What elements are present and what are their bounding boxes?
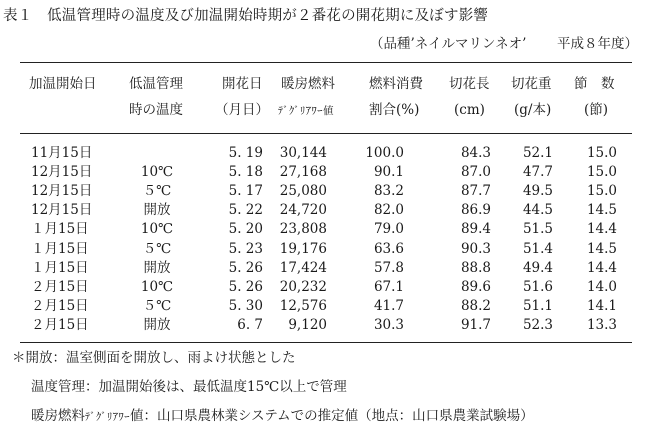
cell-temp: ５℃ [142,240,172,257]
header-length-line1: 切花長 [449,76,490,92]
cell-start: １月15日 [31,240,89,257]
cell-start: 12月15日 [31,164,93,181]
cell-fuel: 41.7 [373,297,404,314]
cell-nodes: 14.0 [586,278,617,295]
cell-fuel: 100.0 [365,145,404,161]
header-temp-line1: 低温管理 [129,76,183,92]
cell-weight: 51.1 [522,297,553,314]
cell-start: 11月15日 [31,145,93,161]
cell-weight: 44.5 [522,202,553,219]
header-temp-line2: 時の温度 [129,102,183,118]
cell-length: 86.9 [460,202,491,219]
cell-nodes: 14.5 [586,240,617,257]
cell-bloom: 5. 26 [228,259,263,276]
cell-bloom: 6. 7 [237,316,263,333]
note-degree-prefix: 暖房燃料 [31,408,85,424]
header-length-line2: (cm) [454,102,485,118]
cell-start: 12月15日 [31,183,93,200]
cell-weight: 52.1 [522,145,553,161]
cell-nodes: 15.0 [586,145,617,161]
cell-length: 90.3 [460,240,491,257]
cell-length: 91.7 [460,316,491,333]
cell-bloom: 5. 17 [228,183,263,200]
cell-degree: 12,576 [279,297,327,314]
header-start-date: 加温開始日 [29,76,97,92]
cell-start: ２月15日 [31,316,89,333]
cell-degree: 24,720 [279,202,327,219]
header-nodes-line1: 節 数 [574,76,615,92]
subtitle-variety: （品種’ネイルマリンネオ’ [370,36,527,52]
cell-length: 88.2 [460,297,491,314]
cell-weight: 47.7 [522,164,553,181]
cell-temp: ５℃ [142,297,172,314]
header-nodes-line2: (節) [584,102,609,118]
cell-degree: 20,232 [279,278,327,295]
table-top-rule [20,62,632,63]
cell-temp: 10℃ [140,164,174,181]
cell-degree: 19,176 [279,240,327,257]
table-title: 表１ 低温管理時の温度及び加温開始時期が２番花の開花期に及ぼす影響 [3,8,489,24]
table-header-rule [20,133,632,134]
cell-length: 84.3 [460,145,491,161]
cell-start: ２月15日 [31,297,89,314]
cell-bloom: 5. 23 [228,240,263,257]
cell-degree: 9,120 [288,316,327,333]
header-bloom-line2: （月日） [215,102,269,118]
cell-fuel: 30.3 [373,316,404,333]
cell-length: 89.6 [460,278,491,295]
cell-bloom: 5. 30 [228,297,263,314]
cell-temp: 10℃ [140,221,174,238]
cell-fuel: 57.8 [373,259,404,276]
cell-length: 88.8 [460,259,491,276]
cell-weight: 49.5 [522,183,553,200]
cell-fuel: 79.0 [373,221,404,238]
cell-start: １月15日 [31,259,89,276]
header-weight-line1: 切花重 [511,76,552,92]
cell-start: １月15日 [31,221,89,238]
header-fuel-line1: 燃料消費 [369,76,423,92]
table-subtitle [370,38,638,52]
header-degree-line2: ﾃﾞｸﾞﾘｱﾜｰ値 [278,105,334,117]
cell-temp: 開放 [143,316,171,333]
cell-degree: 27,168 [279,164,327,181]
cell-fuel: 67.1 [373,278,404,295]
cell-bloom: 5. 20 [228,221,263,238]
header-bloom-line1: 開花日 [222,76,263,92]
cell-degree: 25,080 [279,183,327,200]
cell-fuel: 82.0 [373,202,404,219]
note-degree-rest: 値：山口県農林業システムでの推定値（地点：山口県農業試験場） [130,408,534,424]
cell-degree: 17,424 [279,259,327,276]
cell-weight: 52.3 [522,316,553,333]
table-bottom-rule [20,342,632,343]
cell-degree: 30,144 [279,145,327,161]
header-fuel-line2: 割合(%) [369,102,420,118]
cell-temp: 開放 [143,202,171,219]
note-degree-small: ﾃﾞｸﾞﾘｱﾜｰ [85,411,130,423]
cell-nodes: 15.0 [586,183,617,200]
cell-fuel: 90.1 [373,164,404,181]
note-temperature: 温度管理：加温開始後は、最低温度15℃以上で管理 [31,379,347,395]
note-degree-hours [31,410,534,424]
note-open: ＊開放：温室側面を開放し、雨よけ状態とした [12,350,296,366]
cell-fuel: 63.6 [373,240,404,257]
cell-nodes: 14.4 [586,259,617,276]
cell-length: 87.7 [460,183,491,200]
cell-length: 87.0 [460,164,491,181]
header-degree-line1: 暖房燃料 [281,76,335,92]
cell-temp: ５℃ [142,183,172,200]
cell-weight: 51.4 [522,240,553,257]
cell-nodes: 13.3 [586,316,617,333]
cell-nodes: 14.1 [586,297,617,314]
cell-bloom: 5. 18 [228,164,263,181]
cell-weight: 51.5 [522,221,553,238]
cell-weight: 49.4 [522,259,553,276]
subtitle-year: 平成８年度） [557,36,639,52]
header-weight-line2: (g/本) [514,102,552,118]
cell-start: 12月15日 [31,202,93,219]
cell-bloom: 5. 22 [228,202,263,219]
cell-nodes: 15.0 [586,164,617,181]
cell-temp: 10℃ [140,278,174,295]
cell-start: ２月15日 [31,278,89,295]
cell-temp: 開放 [143,259,171,276]
cell-degree: 23,808 [279,221,327,238]
cell-bloom: 5. 19 [228,145,263,161]
cell-bloom: 5. 26 [228,278,263,295]
cell-weight: 51.6 [522,278,553,295]
cell-fuel: 83.2 [373,183,404,200]
cell-length: 89.4 [460,221,491,238]
cell-nodes: 14.5 [586,202,617,219]
cell-nodes: 14.4 [586,221,617,238]
